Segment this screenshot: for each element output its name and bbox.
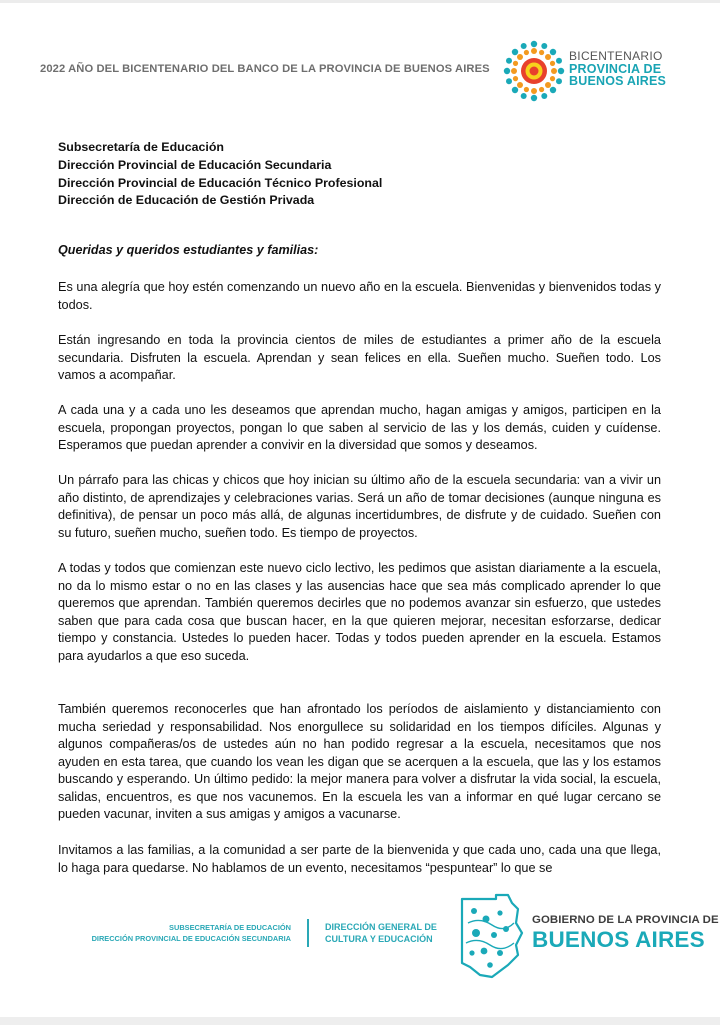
footer-dgce-line-1: DIRECCIÓN GENERAL DE	[325, 922, 437, 932]
footer-dgce	[325, 921, 437, 945]
letterhead	[58, 139, 382, 210]
gobierno-line: GOBIERNO DE LA PROVINCIA DE	[532, 914, 719, 926]
letterhead-line-3: Dirección Provincial de Educación Técnico Profesional	[58, 175, 383, 190]
paragraph-4: Un párrafo para las chicas y chicos que hoy inician su último año de la escuela secundaria: van a vivir un año distinto, de aprendizajes y celebraciones varias. Será un año de tomar decisiones (aunque ninguna es definitiva), de pensar un poco más allá, de algunas incertidumbres, de disfrute y de cuidado. Sueñen con su futuro, sueñen mucho, sueñen todo. Es tiempo de proyectos.	[58, 473, 661, 540]
bicentenario-word: BICENTENARIO	[569, 49, 663, 63]
bottom-edge	[0, 1017, 720, 1025]
anniversary-header: 2022 AÑO DEL BICENTENARIO DEL BANCO DE LA PROVINCIA DE BUENOS AIRES	[40, 63, 490, 75]
top-edge	[0, 0, 720, 3]
buenos-aires-title: BUENOS AIRES	[532, 927, 705, 952]
buenos-aires-word: BUENOS AIRES	[569, 74, 667, 88]
paragraph-5: A todas y todos que comienzan este nuevo ciclo lectivo, les pedimos que asistan diariamente a la escuela, no da lo mismo estar o no en las clases y las ausencias hace que sea más complicado aprender lo que queremos que aprendan. También queremos decirles que no podemos avanzar sin esfuerzo, que ustedes saben que para cada cosa que buscan hacer, en la que quieren mejorar, necesitan esforzarse, dedicar tiempo y constancia. Ustedes lo pueden hacer. Todas y todos pueden aprender en la escuela. Estamos para ayudarlos a que eso suceda.	[58, 561, 661, 663]
letterhead-line-1: Subsecretaría de Educación	[58, 140, 224, 154]
letterhead-line-2: Dirección Provincial de Educación Secundaria	[58, 157, 332, 172]
paragraph-6: También queremos reconocerles que han afrontado los períodos de aislamiento y distanciamiento con mucha seriedad y responsabilidad. Nos enorgullece su solidaridad en los tiempos difíciles. Algunas y algunos compañeras/os de ustedes aún no han podido regresar a la escuela, necesitamos que nos ayuden en esta tarea, que cuando los vean les digan que se acerquen a la escuela, que las y los estamos buscando y esperando. Un último pedido: la mejor manera para volver a disfrutar la vida social, la escuela, salidas, encuentros, es que nos vacunemos. En la escuela les van a informar en qué lugar cercano se pueden vacunar, inviten a sus amigas y amigos a vacunarse.	[58, 702, 661, 821]
paragraph-3: A cada una y a cada uno les deseamos que aprendan mucho, hagan amigas y amigos, participen en la escuela, propongan proyectos, pongan lo que saben al servicio de las y los demás, cuiden y cuídense. Esperamos que puedan aprender a convivir en la diversidad que somos y deseamos.	[58, 403, 661, 452]
bicentenario-logo-text	[569, 50, 666, 88]
footer-subsecretaria	[92, 922, 291, 944]
provincia-de-word: PROVINCIA DE	[569, 61, 662, 76]
buenos-aires-map-icon	[456, 893, 524, 979]
paragraph-7: Invitamos a las familias, a la comunidad a ser parte de la bienvenida y que cada uno, cada una que llega, lo haga para quedarse. No hablamos de un evento, necesitamos “pespuntear” lo que se	[58, 843, 661, 875]
paragraph-2: Están ingresando en toda la provincia cientos de miles de estudiantes a primer año de la escuela secundaria. Disfruten la escuela. Aprendan y sean felices en ella. Sueñen mucho. Sueñen todo. Los vamos a acompañar.	[58, 333, 661, 382]
footer-dgce-line-2: CULTURA Y EDUCACIÓN	[325, 934, 433, 944]
letterhead-line-4: Dirección de Educación de Gestión Privada	[58, 193, 315, 208]
footer-sub-line-1: SUBSECRETARÍA DE EDUCACIÓN	[169, 923, 291, 932]
greeting: Queridas y queridos estudiantes y familias:	[58, 243, 319, 257]
footer-sub-line-2: DIRECCIÓN PROVINCIAL DE EDUCACIÓN SECUNDARIA	[91, 934, 291, 943]
footer-divider	[307, 919, 309, 947]
gobierno-logo-text	[532, 914, 719, 953]
bicentenario-sun-logo-icon	[503, 40, 565, 102]
paragraph-1: Es una alegría que hoy estén comenzando un nuevo año en la escuela. Bienvenidas y bienvenidos todas y todos.	[58, 280, 661, 312]
